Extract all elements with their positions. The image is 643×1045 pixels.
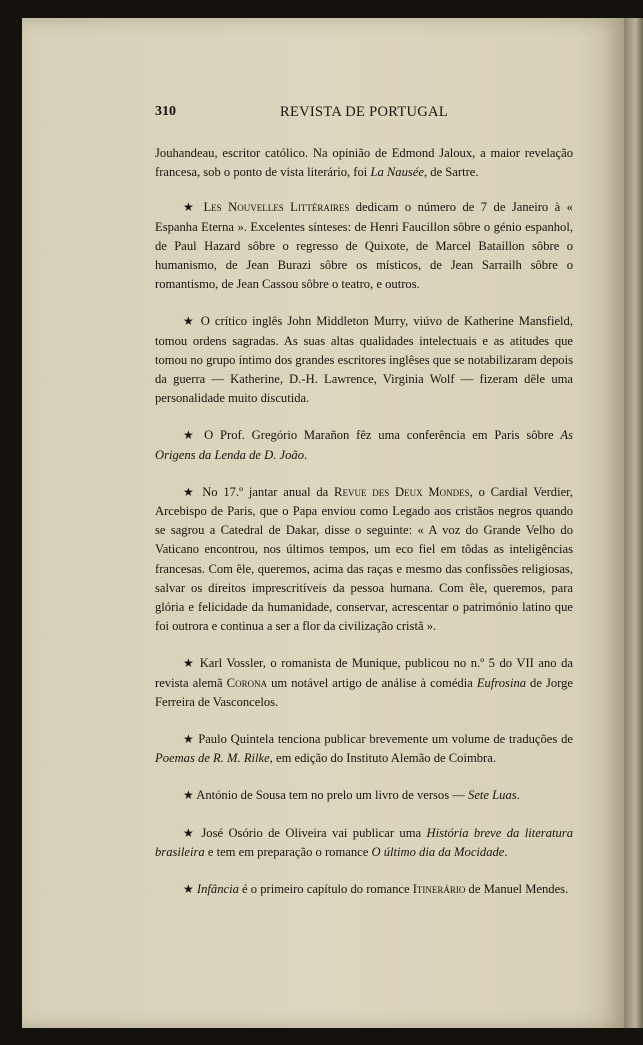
- star-icon: ★: [183, 656, 196, 671]
- paragraph-maranon: ★ O Prof. Gregório Marañon fêz uma conferência em Paris sôbre As Origens da Lenda de D. João.: [155, 428, 573, 462]
- page-number: 310: [155, 104, 176, 119]
- paragraph-nouvelles-litteraires: ★ Les Nouvelles Littéraires dedicam o número de 7 de Janeiro à « Espanha Eterna ». Excelentes sínteses: de Henri Faucillon sôbre o génio espanhol, de Paul Hazard sôbre o regresso de Quixote, de Marcel Bataillon sôbre o humanismo, de Jean Burazi sôbre os místicos, de Jean Sarrailh sôbre o romantismo, de Jean Cassou sôbre o teatro, e outros.: [155, 200, 573, 292]
- star-icon: ★: [183, 825, 196, 840]
- paragraph-quintela: ★ Paulo Quintela tenciona publicar brevemente um volume de traduções de Poemas de R. M. Rilke, em edição do Instituto Alemão de Coimbra.: [155, 732, 573, 766]
- running-title: REVISTA DE PORTUGAL: [279, 104, 448, 120]
- star-icon: ★: [183, 882, 194, 897]
- paragraph-murry: ★ O crítico inglês John Middleton Murry, viúvo de Katherine Mansfield, tomou ordens sagradas. As suas altas qualidades intelectuais e as atitudes que tomou no grupo íntimo dos grandes escritores inglêses que se notabilizaram depois da guerra — Katherine, D.-H. Lawrence, Virginia Wolf — fizeram dêle uma personalidade muito discutida.: [155, 314, 573, 406]
- paragraph-revue-deux-mondes: ★ No 17.º jantar anual da Revue des Deux Mondes, o Cardial Verdier, Arcebispo de Paris, que o Papa enviou como Legado aos cristãos negros quando se sagrou a Catedral de Dakar, disse o seguinte: « A voz do Grande Velho do Vaticano encontrou, nos últimos tempos, um eco fiel em tôdas as inteligências francesas. Com êle, queremos, acima das raças e mesmo das confissões religiosas, salvar os direitos imprescritíveis da pessoa humana. Com êle, queremos, para glória e felicidade da humanidade, conservar, acrescentar o património latino que foi outrora e continua a ser a flor da civilização cristã ».: [155, 484, 573, 634]
- star-icon: ★: [183, 200, 198, 215]
- star-icon: ★: [183, 788, 194, 803]
- star-icon: ★: [183, 428, 198, 443]
- page-content: [155, 98, 573, 917]
- star-icon: ★: [183, 314, 196, 329]
- star-icon: ★: [183, 484, 197, 499]
- paragraph-sousa: ★ António de Sousa tem no prelo um livro de versos — Sete Luas.: [183, 788, 520, 803]
- paragraph-jouhandeau: Jouhandeau, escritor católico. Na opinião de Edmond Jaloux, a maior revelação francesa, sob o ponto de vista literário, foi La Nausée, de Sartre.: [155, 146, 573, 180]
- star-icon: ★: [183, 732, 195, 747]
- paragraph-vossler: ★ Karl Vossler, o romanista de Munique, publicou no n.º 5 do VII ano da revista alemã Corona um notável artigo de análise à comédia Eufrosina de Jorge Ferreira de Vasconcelos.: [155, 656, 574, 709]
- running-header: [155, 98, 573, 128]
- paragraph-infancia: ★ Infância é o primeiro capítulo do romance Itinerário de Manuel Mendes.: [183, 882, 569, 897]
- paragraph-osorio: ★ José Osório de Oliveira vai publicar uma História breve da literatura brasileira e tem em preparação o romance O último dia da Mocidade.: [155, 825, 573, 859]
- page-edge: [624, 18, 643, 1028]
